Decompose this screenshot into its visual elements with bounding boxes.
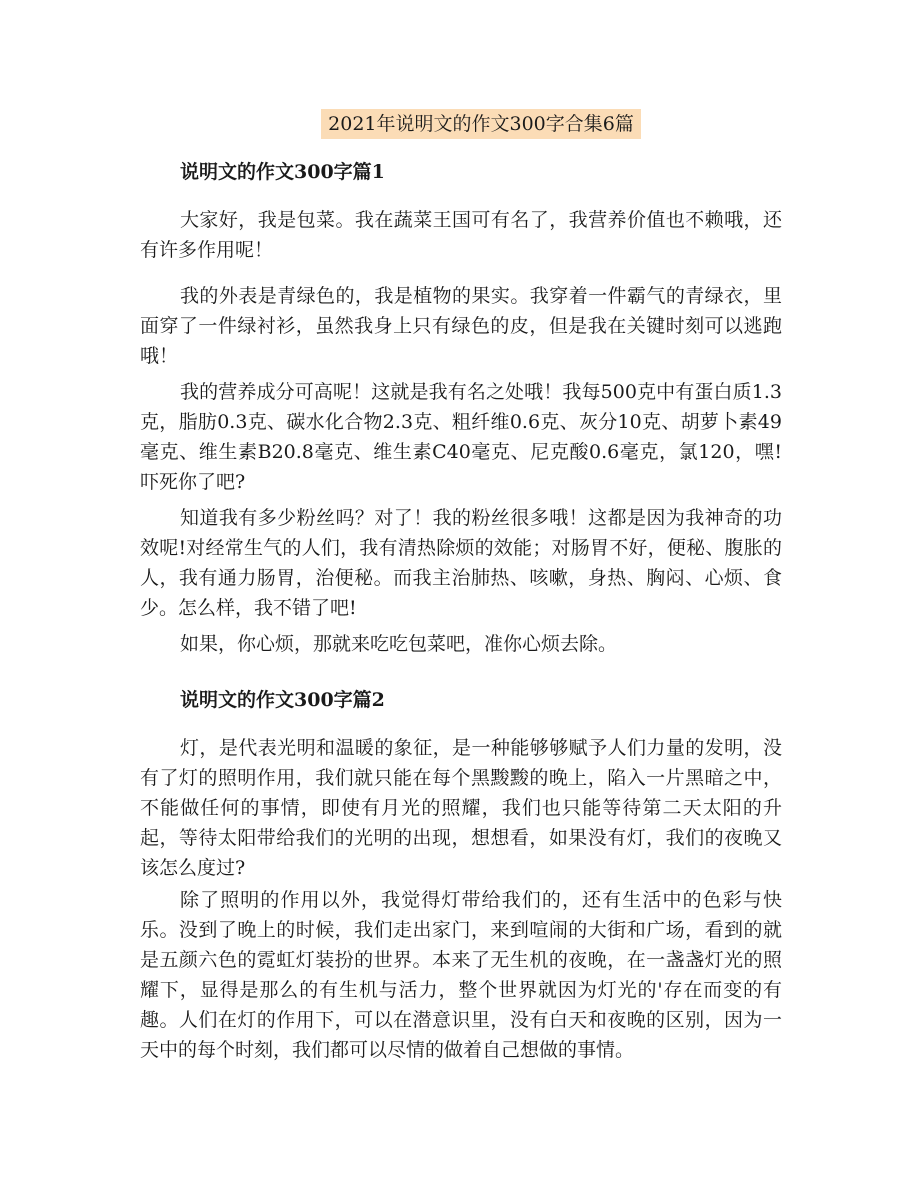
paragraph: 如果，你心烦，那就来吃吃包菜吧，准你心烦去除。 [180, 633, 618, 655]
paragraph: 我的营养成分可高呢！这就是我有名之处哦！我每500克中有蛋白质1.3克，脂肪0.3克、碳水化合物2.3克、粗纤维0.6克、灰分10克、胡萝卜素49毫克、维生素B20.8毫克、维生素C40毫克、尼克酸0.6毫克，氯120，嘿!吓死你了吧? [140, 381, 782, 493]
paragraph: 灯，是代表光明和温暖的象征，是一种能够够赋予人们力量的发明，没有了灯的照明作用，我们就只能在每个黑黢黢的晚上，陷入一片黑暗之中，不能做任何的事情，即使有月光的照耀，我们也只能等待第二天太阳的升起，等待太阳带给我们的光明的出现，想想看，如果没有灯，我们的夜晚又该怎么度过? [140, 737, 782, 879]
paragraph: 大家好，我是包菜。我在蔬菜王国可有名了，我营养价值也不赖哦，还有许多作用呢！ [140, 209, 782, 261]
paragraph: 知道我有多少粉丝吗？对了！我的粉丝很多哦！这都是因为我神奇的功效呢!对经常生气的人们，我有清热除烦的效能；对肠胃不好，便秘、腹胀的人，我有通力肠胃，治便秘。而我主治肺热、咳嗽，身热、胸闷、心烦、食少。怎么样，我不错了吧! [140, 507, 782, 619]
paragraph: 除了照明的作用以外，我觉得灯带给我们的，还有生活中的色彩与快乐。没到了晚上的时候，我们走出家门，来到喧闹的大街和广场，看到的就是五颜六色的霓虹灯装扮的世界。本来了无生机的夜晚，在一盏盏灯光的照耀下，显得是那么的有生机与活力，整个世界就因为灯光的'存在而变的有趣。人们在灯的作用下，可以在潜意识里，没有白天和夜晚的区别，因为一天中的每个时刻，我们都可以尽情的做着自己想做的事情。 [140, 889, 782, 1061]
document-title: 2021年说明文的作文300字合集6篇 [321, 109, 641, 139]
section-heading-1: 说明文的作文300字篇1 [180, 161, 385, 183]
section-heading-2: 说明文的作文300字篇2 [180, 689, 385, 711]
paragraph: 我的外表是青绿色的，我是植物的果实。我穿着一件霸气的青绿衣，里面穿了一件绿衬衫，虽然我身上只有绿色的皮，但是我在关键时刻可以逃跑哦！ [140, 285, 782, 367]
